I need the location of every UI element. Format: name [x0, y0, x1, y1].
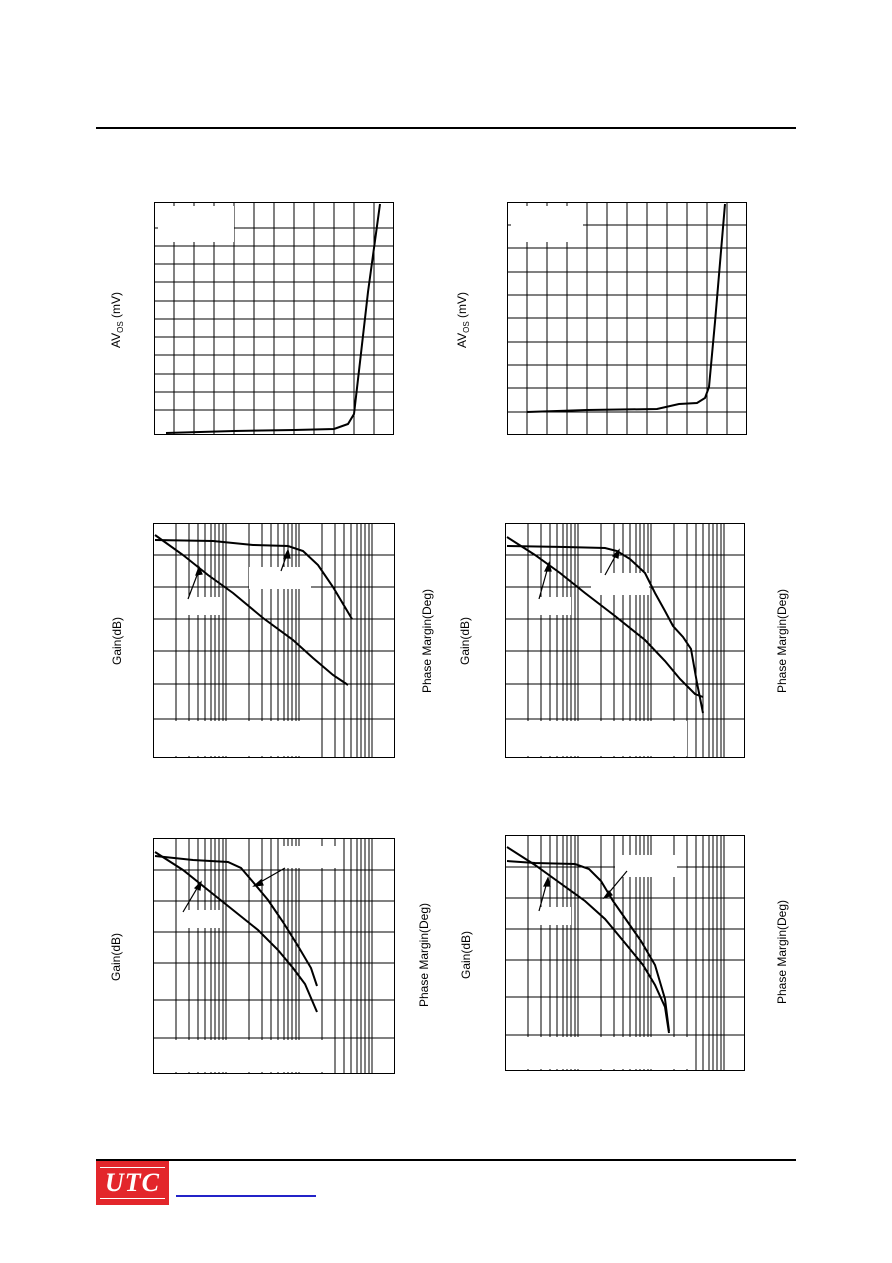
bode-bot-left-chart	[153, 838, 395, 1074]
vos-left-ylabel: $AV_{OS}$ (mV)	[108, 291, 126, 349]
bode-bot-right-label-box-b	[535, 907, 571, 925]
vos-left-chart	[154, 202, 394, 435]
bode-mid-right-label-box-a	[591, 573, 649, 595]
footer-rule	[96, 1159, 796, 1161]
header-rule	[96, 127, 796, 129]
bode-mid-left-chart	[153, 523, 395, 758]
bode-mid-right-cutout	[507, 721, 687, 756]
bode-bot-left-phase-label: Phase Margin(Deg)	[417, 902, 431, 1008]
bode-mid-left-label-box-a	[249, 567, 311, 589]
bode-mid-right-chart	[505, 523, 745, 758]
bode-bot-left-label-box-a	[281, 846, 343, 868]
bode-bot-right-cutout	[507, 1037, 693, 1069]
bode-mid-left-cutout	[155, 721, 301, 756]
bode-bot-left-cutout	[155, 1040, 325, 1072]
bode-bot-left-grid	[153, 838, 395, 1074]
bode-bot-left-gain-label: Gain(dB)	[109, 932, 123, 982]
bode-mid-left-label-box-b	[181, 597, 221, 615]
vos-right-chart	[507, 202, 747, 435]
bode-bot-right-phase-label: Phase Margin(Deg)	[775, 899, 789, 1005]
vos-right-legend-box	[511, 206, 583, 242]
bode-bot-right-phase-curve	[507, 861, 669, 1031]
bode-bot-left-label-box-b	[181, 910, 221, 928]
bode-mid-left-gain-label: Gain(dB)	[110, 616, 124, 666]
bode-bot-right-chart	[505, 835, 745, 1071]
vos-left-legend-box	[158, 206, 234, 242]
bode-mid-left-phase-label: Phase Margin(Deg)	[420, 588, 434, 694]
bode-mid-right-phase-label: Phase Margin(Deg)	[775, 588, 789, 694]
bode-mid-right-gain-label: Gain(dB)	[458, 616, 472, 666]
footer-link-underline[interactable]	[176, 1195, 316, 1197]
bode-bot-right-gain-label: Gain(dB)	[459, 930, 473, 980]
bode-mid-right-label-box-b	[535, 597, 571, 615]
utc-logo	[96, 1161, 169, 1205]
vos-right-ylabel: $AV_{OS}$ (mV)	[454, 291, 472, 349]
utc-logo-text: UTC	[105, 1168, 160, 1197]
